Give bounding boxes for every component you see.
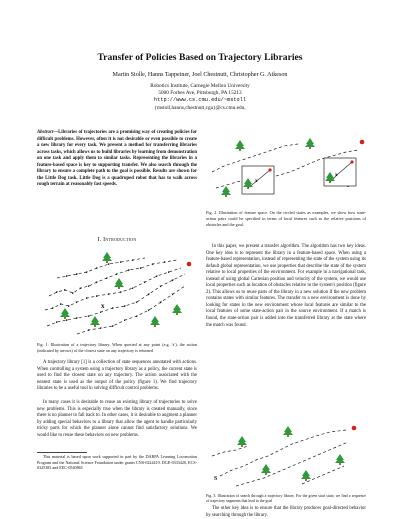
author-email[interactable]: {mstoll,hanns,chestnutt,cga}@cs.cmu.edu, [154, 105, 246, 111]
tree-icon [172, 304, 182, 315]
tree-icon [90, 316, 100, 327]
figure-1-trajectory-library [37, 248, 197, 340]
tree-icon [150, 316, 160, 327]
goal-marker [352, 426, 357, 431]
goal-marker [268, 168, 271, 171]
tree-obstacles [60, 252, 182, 327]
intro-paragraph-3: In this paper, we present a transfer algorithm. The algorithm has two key ideas. One key idea is to represent the library in a feature-based space. When using a feature-based representation, instead of representing the state of the system using its default global representation, we use properties that describe the state of the system relative to local properties of the environment. For example in a navigational task, instead of using global Cartesian position and velocity of the system, we would use local properties such as location of obstacles relative to the system's position (figure 2). This allows us to reuse parts of the library in a new solution if the new problem contains states with similar features. The transfer to a new environment is done by looking for states in the new environment whose local features are similar to the local features of some state-action pair in the source environment. If a match is found, the state-action pair is added into the transferred library at the state where the match was found. [206, 244, 366, 328]
tree-icon [221, 186, 231, 197]
section-heading-introduction [37, 237, 197, 243]
svg-text:x: x [255, 179, 258, 184]
section-number: I. [97, 237, 102, 243]
author-url[interactable]: http://www.cs.cmu.edu/~mstoll [153, 97, 247, 103]
trajectory-path [45, 268, 181, 310]
trajectory-path [77, 286, 185, 334]
footnote: This material is based upon work supported in part by the DARPA Learning Locomotion Program and the National Science Foundation under grants CNS-0224419, DGE-0333420, ECS-0325383 and EEC-0540865 [37, 454, 197, 471]
goal-marker [360, 140, 365, 145]
abstract-label: Abstract [37, 130, 54, 135]
trajectory-path [57, 258, 145, 278]
tree-icon [305, 138, 315, 149]
trajectory-path [49, 260, 177, 296]
intro-paragraph-1: A trajectory library [1] is a collection of state sequences annotated with actions. When controlling a system using a trajectory library as a policy, the current state is used to find the closest state on any trajectory. The action associated with the nearest state is used as the output of the policy (figure 1). We find trajectory libraries to be a useful tool in solving difficult control problems. [37, 360, 197, 392]
figure-3-library-search [206, 420, 366, 492]
trajectory-path [212, 446, 248, 456]
goal-marker [187, 262, 192, 267]
trajectory-paths [45, 258, 185, 334]
trajectory-path [220, 430, 346, 476]
intro-paragraph-4: The other key idea is to ensure that the library produces goal-directed behavior by searching through the library. [206, 506, 366, 518]
goal-marker [350, 160, 353, 163]
tree-icon [114, 278, 124, 289]
figure-2-caption: Fig. 2. Illustration of feature space. On the circled states as examples, we show how state-action pairs could be specified in terms of local features such as the relative positions of obstacles and the goal. [206, 210, 366, 227]
figure-3-caption: Fig. 3. Illustration of search through a trajectory library. For the given start state, we find a sequence of trajectory segments that lead to the goal [206, 494, 366, 504]
feature-inset-right [324, 158, 356, 186]
tree-icon [102, 252, 112, 263]
section-title: Introduction [103, 237, 137, 243]
abstract [37, 130, 197, 189]
trajectory-paths [212, 430, 348, 486]
tree-icon [235, 140, 245, 151]
trajectory-path [236, 442, 348, 486]
paper-title: Transfer of Policies Based on Trajectory Libraries [97, 52, 303, 63]
author-list: Martin Stolle, Hanns Tappeiner, Joel Chestnutt, Christopher G. Atkeson [112, 72, 288, 78]
affiliation-address: 5000 Forbes Ave, Pittsburgh, PA 15213 [158, 90, 242, 96]
tree-icon [301, 470, 311, 481]
intro-paragraph-2: In many cases it is desirable to reuse an existing library of trajectories to solve new problems. This is especially true when the library is created manually, since there is no planner to fall back to. In other cases, it is desirable to augment a planner by adding special behaviors to a library that allow the agent to handle particularly tricky parts for which the planner alone cannot find satisfactory solutions. We would like to reuse these behaviors on new problems. [37, 400, 197, 438]
footnote-rule [37, 452, 87, 453]
affiliation-institute: Robotics Institute, Carnegie Mellon University [150, 83, 250, 89]
tree-icon [283, 426, 293, 437]
start-marker: S [214, 476, 218, 482]
tree-icon [335, 454, 345, 465]
abstract-text: —Libraries of trajectories are a promising way of creating policies for difficult problems. However, often it is not desirable or even possible to create a new library for every task. We present a method for transferring libraries across tasks, which allows us to build libraries by learning from demonstration on one task and apply them to similar tasks. Representing the libraries in a feature-based space is key to supporting transfer. We also search through the library to ensure a complete path to the goal is possible. Results are shown for the Little Dog task. Little Dog is a quadruped robot that has to walk across rough terrain at reasonably fast speeds. [37, 130, 197, 188]
tree-icon [261, 464, 271, 475]
figure-2-feature-space [206, 132, 366, 202]
tree-icon [237, 436, 247, 447]
figure-1-caption: Fig. 1. Illustration of a trajectory library. When queried at any point (e.g. 'x'), the action (indicated by arrows) of the closest state on any trajectory is returned [37, 342, 197, 353]
query-point-marker: x [101, 302, 105, 310]
svg-text:x: x [335, 173, 338, 178]
feature-inset-left [242, 166, 274, 194]
tree-icon [60, 308, 70, 319]
